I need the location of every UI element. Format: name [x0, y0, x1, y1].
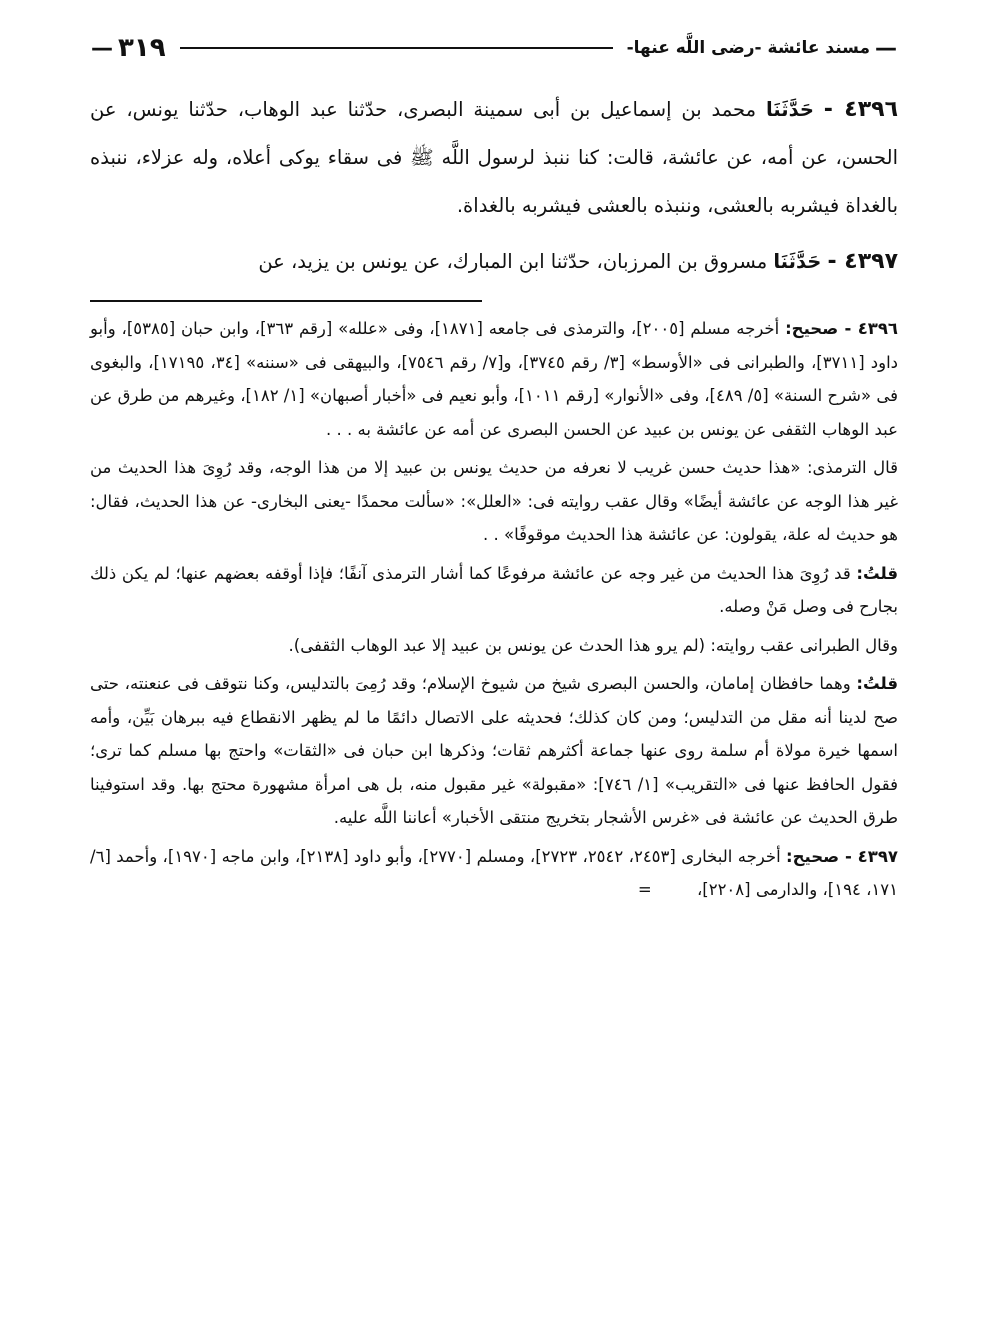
header-dash-right: — [875, 35, 897, 61]
footnote-paragraph [90, 451, 898, 552]
footnote-head: قلتُ: [856, 563, 898, 583]
hadith-text: محمد بن إسماعيل بن أبى سمينة البصرى، حدّثنا عبد الوهاب، حدّثنا يونس، عن الحسن، عن أمه، عن عائشة، قالت: كنا ننبذ لرسول اللَّه ﷺ فى سقاء يوكى أعلاه، وله عزلاء، ننبذه بالغداة فيشربه بالعشى، وننبذه بالعشى فيشربه بالغداة. [90, 98, 898, 217]
footnote-text: وقال الطبرانى عقب روايته: (لم يرو هذا الحدث عن يونس بن عبيد إلا عبد الوهاب الثقفى). [288, 635, 898, 655]
hadith-text: مسروق بن المرزبان، حدّثنا ابن المبارك، عن يونس بن يزيد، عن [258, 250, 768, 273]
hadith-4396 [90, 86, 898, 230]
footnote-paragraph [90, 840, 898, 907]
main-text [90, 86, 898, 286]
hadith-number: ٤٣٩٧ - [827, 249, 898, 274]
footnotes [90, 312, 898, 907]
footnote-head: ٤٣٩٧ - صحيح: [786, 846, 898, 866]
header-rule [180, 47, 613, 49]
hadith-lead-word: حَدَّثَنَا [773, 250, 822, 273]
footnote-text: قال الترمذى: «هذا حديث حسن غريب لا نعرفه من حديث يونس بن عبيد إلا من هذا الوجه، وقد رُوِىَ هذا الحديث من غير هذا الوجه عن عائشة أيضًا» وقال عقب روايته فى: «العلل»: «سألت محمدًا -يعنى البخارى- عن هذا الحديث، فقال: هو حديث له علة، يقولون: عن عائشة هذا الحديث موقوفًا» . . [90, 458, 898, 544]
page-number: ٣١٩ [118, 33, 166, 63]
footnote-text: أخرجه مسلم [٢٠٠٥]، والترمذى فى جامعه [١٨٧١]، وفى «علله» [رقم ٣٦٣]، وابن حبان [٥٣٨٥]، وأبو داود [٣٧١١]، والطبرانى فى «الأوسط» [٣/ رقم ٣٧٤٥]، و[٧/ رقم ٧٥٤٦]، والبيهقى فى «سننه» [٣٤، ١٧١٩٥]، والبغوى فى «شرح السنة» [٥/ ٤٨٩]، وفى «الأنوار» [رقم ١٠١١]، وأبو نعيم فى «أخبار أصبهان» [١/ ١٨٢]، وغيرهم من طرق عن عبد الوهاب الثقفى عن يونس بن عبيد عن الحسن البصرى عن أمه عن عائشة به . . . [90, 319, 899, 439]
header-title: مسند عائشة -رضى اللَّه عنها- [626, 38, 870, 58]
footnote-text: وهما حافظان إمامان، والحسن البصرى شيخ من شيوخ الإسلام؛ وقد رُمِىَ بالتدليس، وكنا نتوقف فى عنعنته، حتى صح لدينا أنه مقل من التدليس؛ ومن كان كذلك؛ فحديثه على الاتصال دائمًا ما لم يظهر الانقطاع فيه ببرهان بَيِّن، وأمه اسمها خيرة مولاة أم سلمة روى عنها جماعة أكثرهم ثقات؛ وذكرها ابن حبان فى «الثقات» واحتج بها مسلم كما ترى؛ فقول الحافظ عنها فى «التقريب» [١/ ٧٤٦]: «مقبولة» غير مقبول منه، بل هى امرأة مشهورة محتج بها. وقد استوفينا طرق الحديث عن عائشة فى «غرس الأشجار بتخريج منتقى الأخبار» أعاننا اللَّه عليه. [90, 674, 898, 827]
book-page [90, 28, 898, 1318]
header-dash-left: — [91, 35, 113, 61]
hadith-lead-word: حَدَّثَنَا [765, 98, 814, 121]
footnote-paragraph [90, 312, 898, 446]
hadith-4397 [90, 238, 898, 286]
footnote-paragraph [90, 557, 898, 624]
running-header [90, 28, 898, 68]
footnote-text: أخرجه البخارى [٢٤٥٣، ٢٥٤٢، ٢٧٢٣]، ومسلم [٢٧٧٠]، وأبو داود [٢١٣٨]، وابن ماجه [١٩٧٠]، وأحمد [٦/ ١٧١، ١٩٤]، والدارمى [٢٢٠٨]، [90, 846, 898, 899]
footnote-paragraph [90, 667, 898, 835]
footnote-head: ٤٣٩٦ - صحيح: [785, 319, 898, 338]
footnote-paragraph [90, 629, 898, 663]
continuation-mark: = [637, 880, 652, 899]
hadith-number: ٤٣٩٦ - [823, 97, 898, 122]
footnote-text: قد رُوِىَ هذا الحديث من غير وجه عن عائشة مرفوعًا كما أشار الترمذى آنفًا؛ فإذا أوقفه بعضهم عنها؛ لم يكن ذلك بجارح فى وصل مَنْ وصله. [90, 563, 898, 616]
footnote-head: قلتُ: [856, 674, 898, 693]
footnote-divider [90, 300, 482, 302]
